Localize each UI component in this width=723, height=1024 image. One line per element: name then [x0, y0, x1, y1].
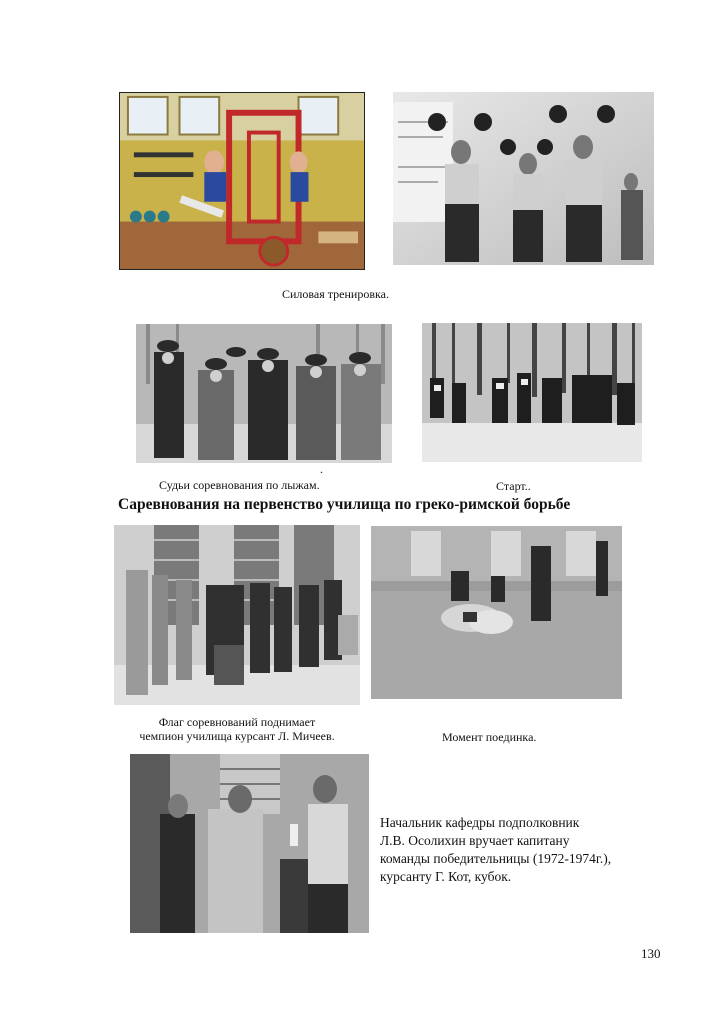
- award-line1: Начальник кафедры подполковник: [380, 815, 580, 830]
- photo-flag-raising: [114, 525, 360, 705]
- caption-strength-training: Силовая тренировка.: [282, 287, 389, 301]
- caption-start: Старт..: [496, 479, 531, 493]
- photo-gym-training-color: [119, 92, 365, 270]
- photo-kettlebell-lifters: [393, 92, 654, 265]
- photo-ski-start: [422, 323, 642, 462]
- caption-flag-line1: Флаг соревнований поднимает: [158, 715, 316, 729]
- award-line4: курсанту Г. Кот, кубок.: [380, 869, 512, 884]
- caption-flag-line2: чемпион училища курсант Л. Мичеев.: [139, 729, 335, 743]
- award-description: [380, 814, 611, 886]
- photo-ski-judges: [136, 324, 392, 463]
- award-line3: команды победительницы (1972-1974г.),: [380, 851, 612, 866]
- caption-ski-judges: Судьи соревнования по лыжам.: [159, 478, 320, 492]
- page-number: 130: [641, 946, 661, 961]
- photo-wrestling-bout: [371, 526, 622, 699]
- photo-cup-presentation: [130, 754, 369, 933]
- award-line2: Л.В. Осолихин вручает капитану: [380, 833, 570, 848]
- caption-dot: .: [320, 462, 323, 476]
- caption-bout: Момент поединка.: [442, 730, 537, 744]
- section-heading: Саревнования на первенство училища по греко-римской борьбе: [118, 496, 571, 513]
